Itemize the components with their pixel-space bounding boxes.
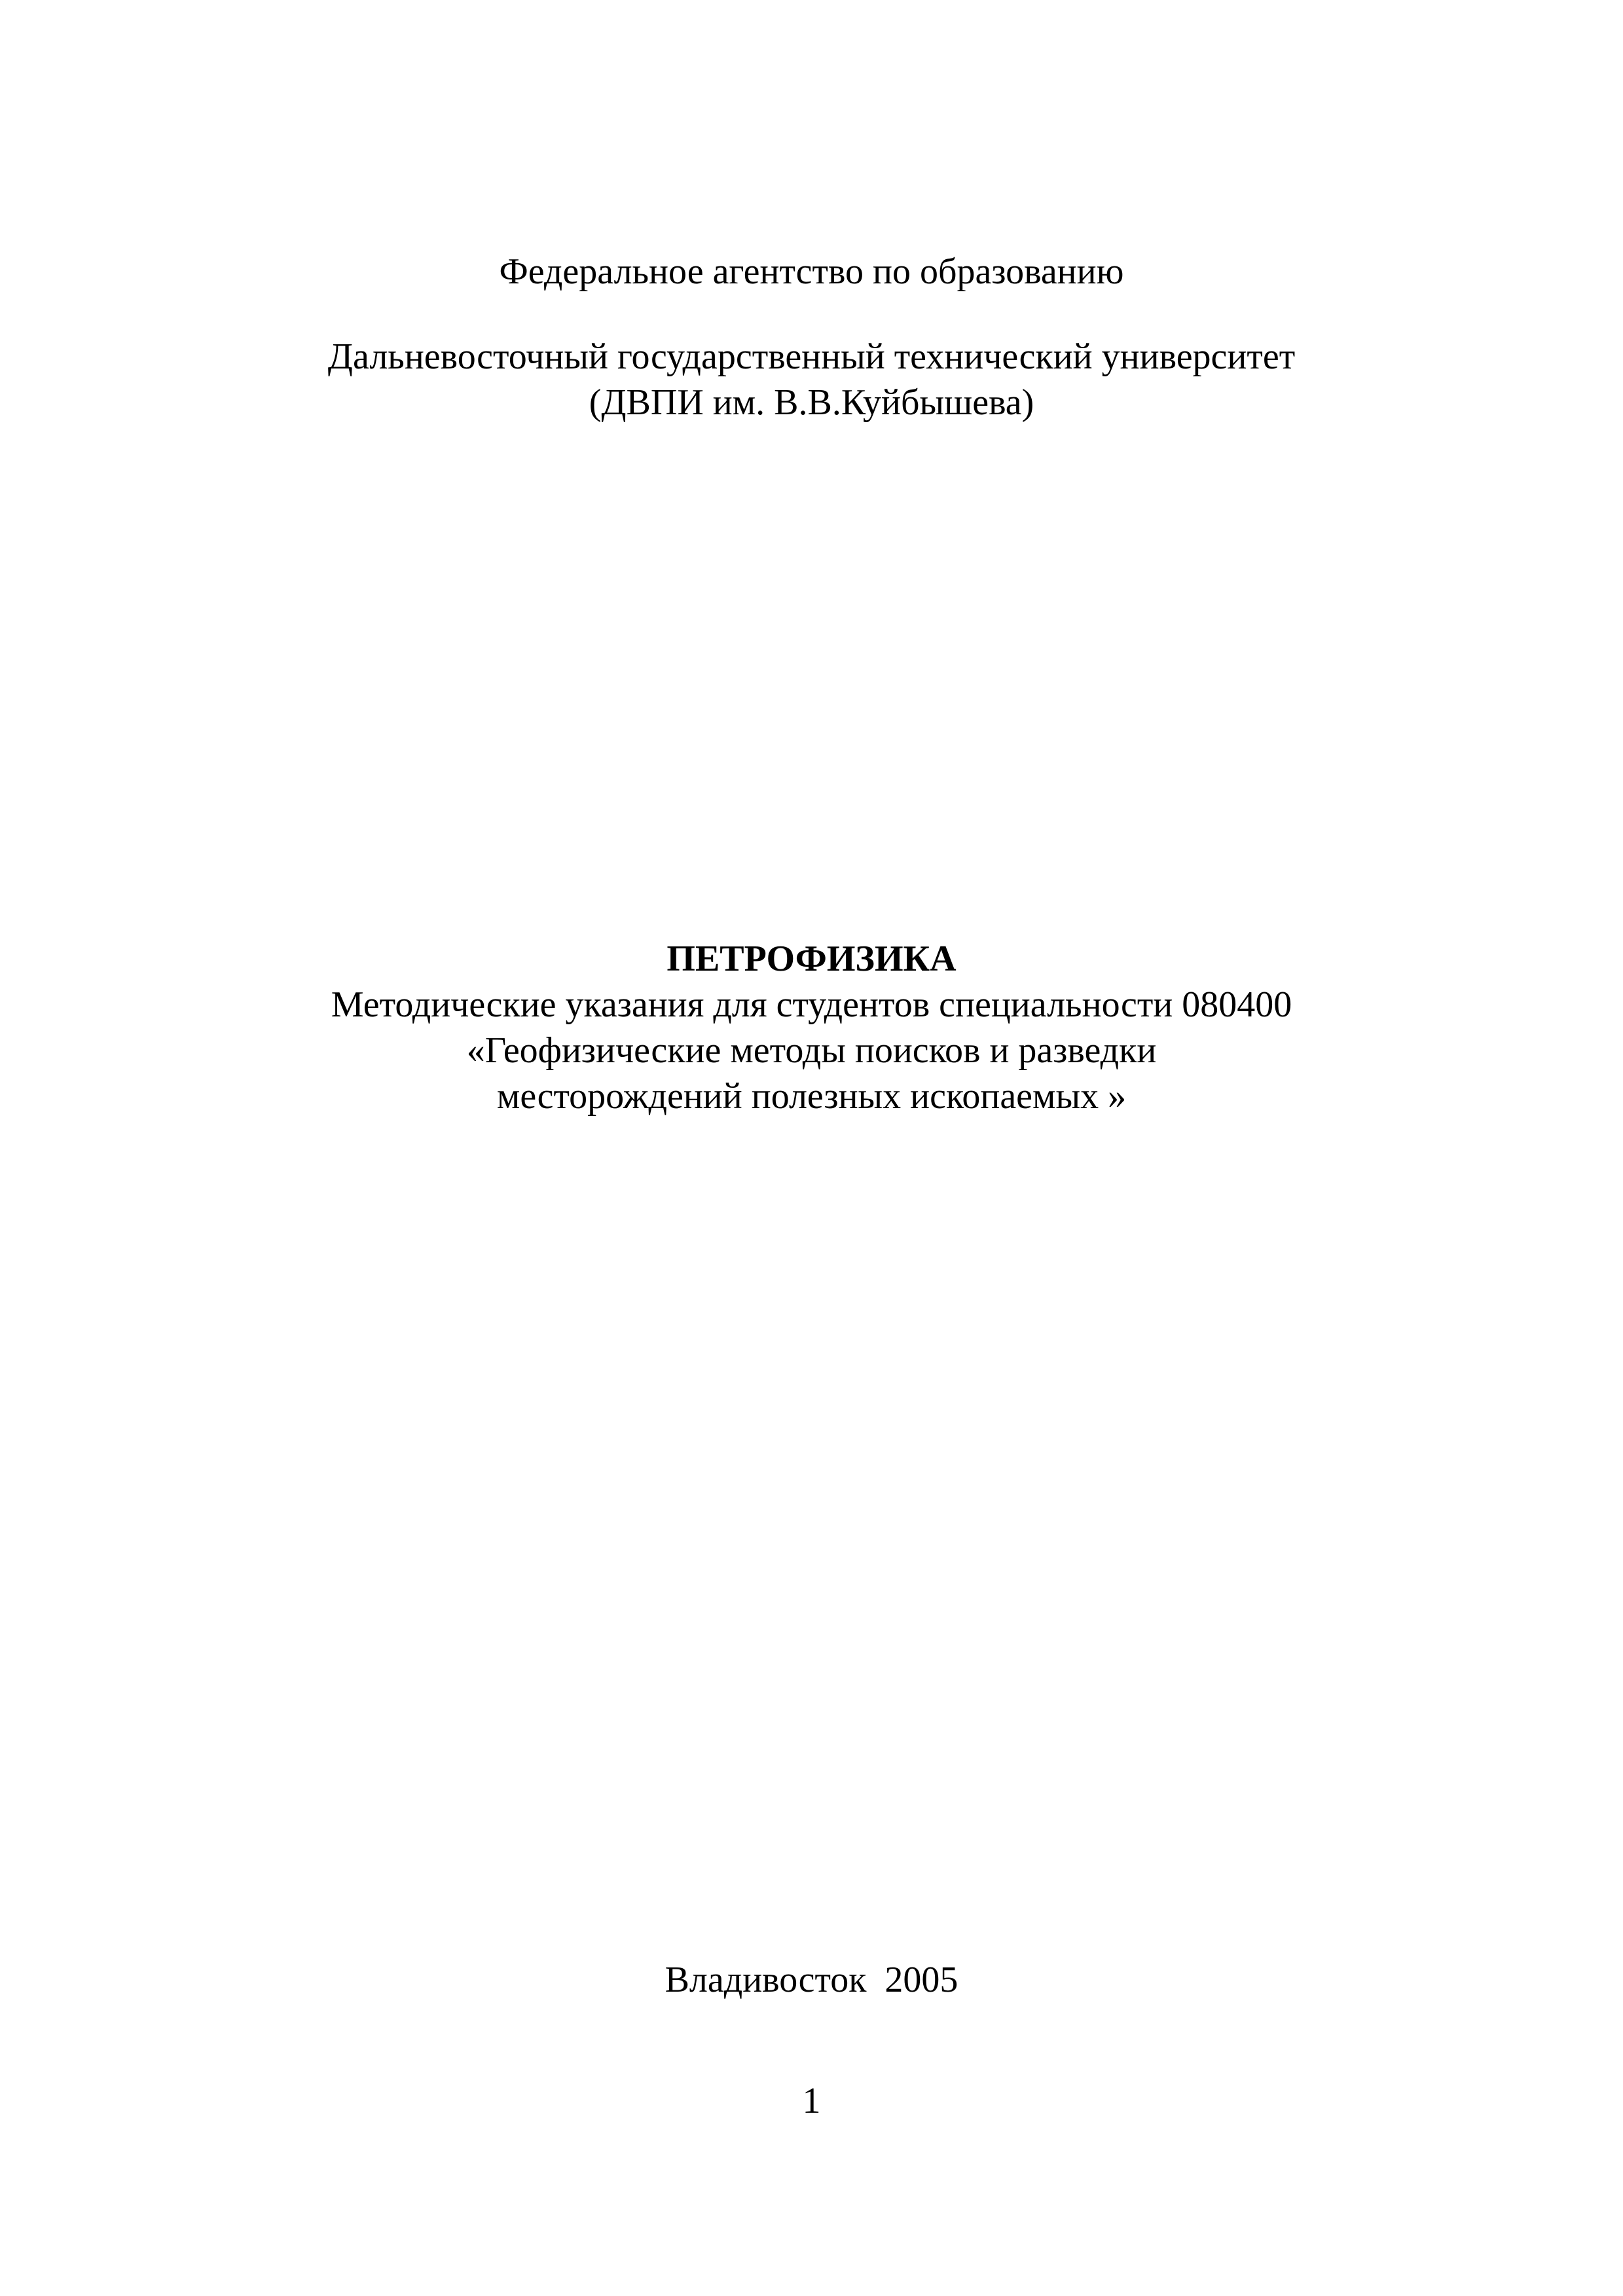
university-name: Дальневосточный государственный технический университет	[327, 336, 1296, 377]
institute-name: (ДВПИ им. В.В.Куйбышева)	[589, 382, 1034, 423]
page-number: 1	[802, 2081, 821, 2121]
document-title: ПЕТРОФИЗИКА	[666, 939, 957, 979]
description-line: Методические указания для студентов специальности 080400	[331, 984, 1292, 1025]
agency-name: Федеральное агентство по образованию	[499, 251, 1124, 292]
place-and-year: Владивосток 2005	[665, 1960, 958, 2000]
description-line: «Геофизические методы поисков и разведки	[466, 1030, 1157, 1071]
description-line: месторождений полезных ископаемых »	[496, 1076, 1127, 1117]
